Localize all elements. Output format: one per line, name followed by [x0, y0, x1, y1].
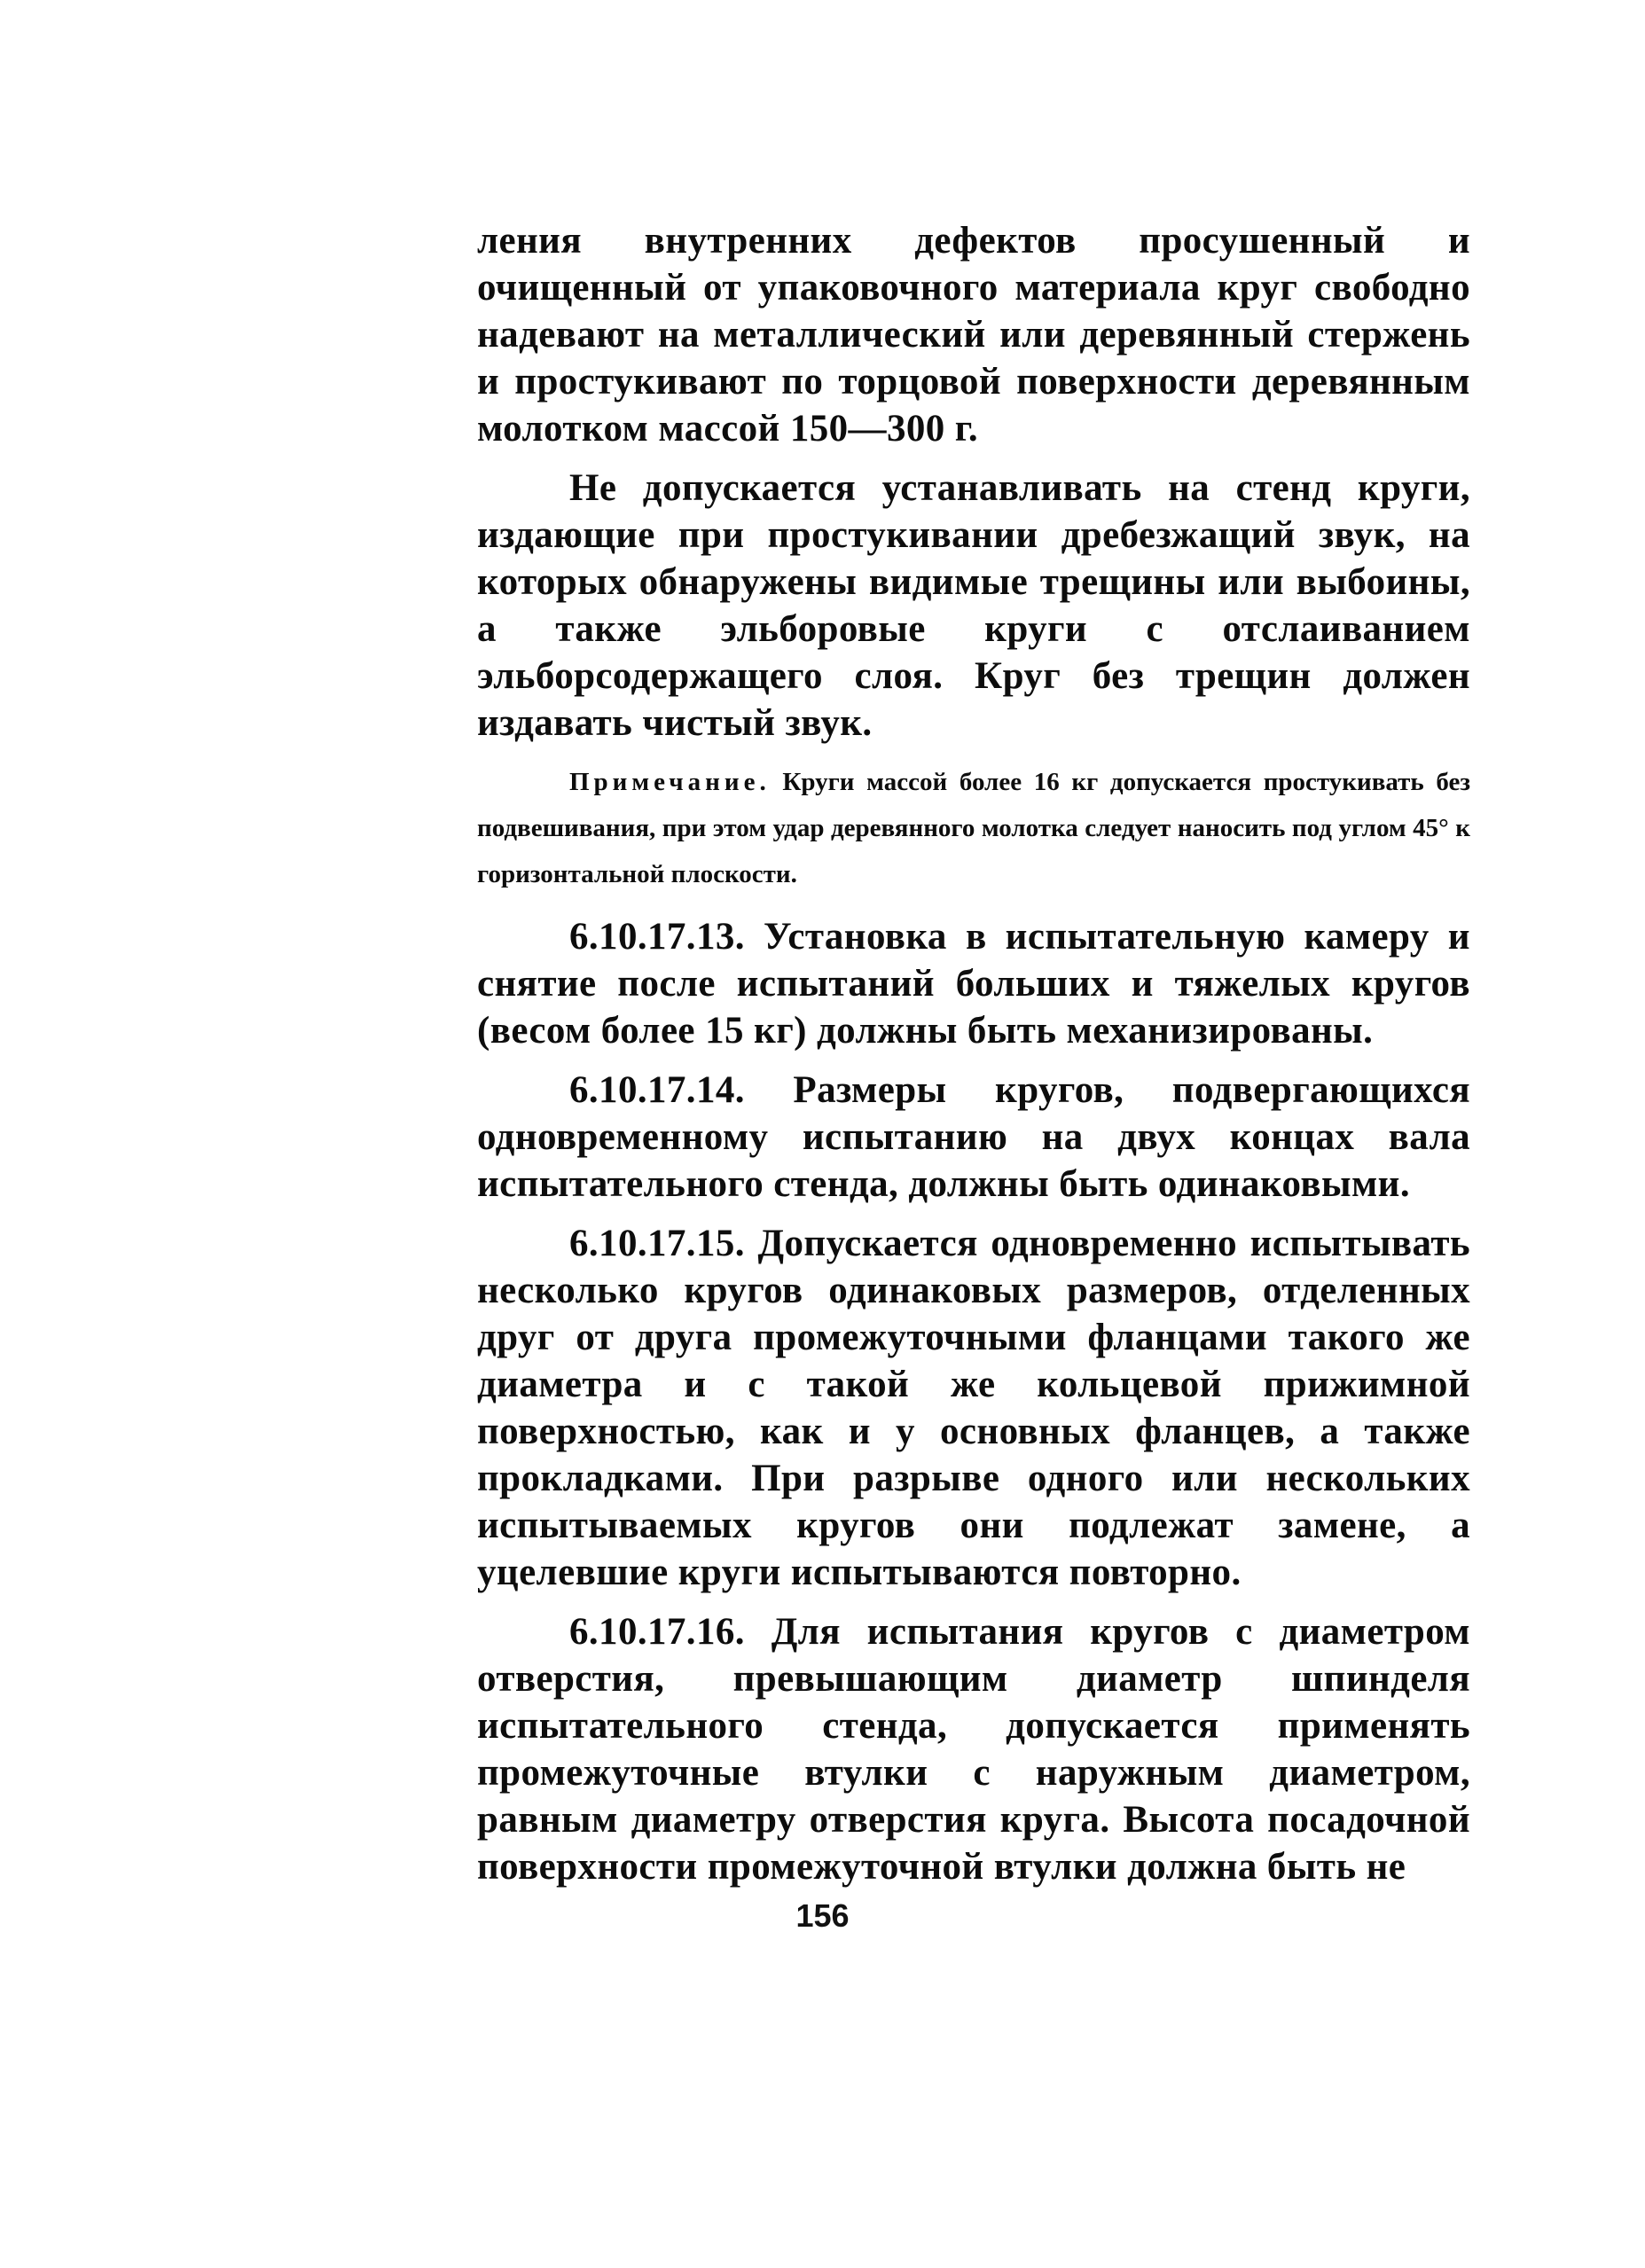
paragraph-continuation: ления внутренних дефектов просушенный и очищенный от упаковочного материала круг свободно надевают на металлический или деревянный стержень и простукивают по торцовой поверхности деревянным молотком массой 150—300 г.: [477, 220, 1470, 450]
note-label: Примечание.: [569, 768, 771, 796]
note-text: Круги массой более 16 кг допускается простукивать без подвешивания, при этом удар деревянного молотка следует наносить под углом 45° к горизонтальной плоскости.: [477, 768, 1470, 888]
paragraph-inspection-rule: Не допускается устанавливать на стенд круги, издающие при простукивании дребезжащий звук, на которых обнаружены видимые трещины или выбоины, а также эльборовые круги с отслаиванием эльборсодержащего слоя. Круг без трещин должен издавать чистый звук.: [477, 467, 1470, 744]
section-6-10-17-16: 6.10.17.16. Для испытания кругов с диаметром отверстия, превышающим диаметр шпинделя испытательного стенда, допускается применять промежуточные втулки с наружным диаметром, равным диаметру отверстия круга. Высота посадочной поверхности промежуточной втулки должна быть не: [477, 1611, 1470, 1888]
page-number: 156: [795, 1897, 850, 1934]
section-6-10-17-15: 6.10.17.15. Допускается одновременно испытывать несколько кругов одинаковых размеров, отделенных друг от друга промежуточными фланцами такого же диаметра и с такой же кольцевой прижимной поверхностью, как и у основных фланцев, а также прокладками. При разрыве одного или нескольких испытываемых кругов они подлежат замене, а уцелевшие круги испытываются повторно.: [477, 1223, 1470, 1593]
section-6-10-17-13: 6.10.17.13. Установка в испытательную камеру и снятие после испытаний больших и тяжелых кругов (весом более 15 кг) должны быть механизированы.: [477, 916, 1470, 1052]
note: [477, 759, 1470, 897]
body-text: [477, 217, 1470, 1903]
section-6-10-17-14: 6.10.17.14. Размеры кругов, подвергающихся одновременному испытанию на двух концах вала испытательного стенда, должны быть одинаковыми.: [477, 1069, 1470, 1205]
